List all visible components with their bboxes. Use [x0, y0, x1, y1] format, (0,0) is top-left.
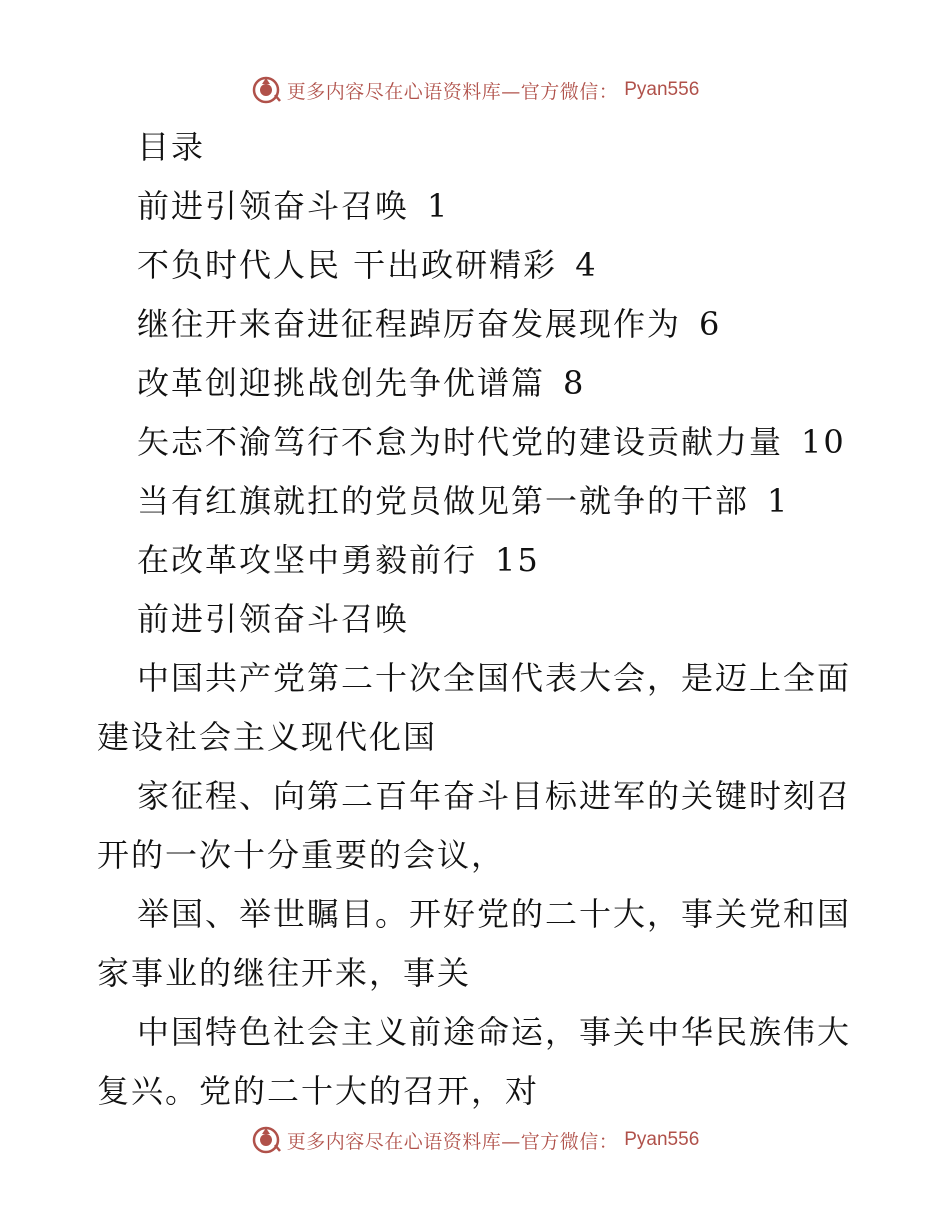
- toc-item[interactable]: [97, 413, 857, 472]
- toc-item-label: 前进引领奋斗召唤: [137, 187, 410, 225]
- toc-item-page: 8: [563, 364, 586, 402]
- toc-item[interactable]: [97, 531, 857, 590]
- paragraph-line: 家事业的继往开来，事关: [97, 954, 472, 992]
- paragraph: [97, 885, 857, 1003]
- header-watermark: [0, 70, 950, 110]
- toc-item-page: 1: [427, 187, 450, 225]
- toc-title: 目录: [137, 128, 206, 166]
- paragraph: [97, 767, 857, 885]
- paragraph: [97, 649, 857, 767]
- paragraph-line: 开的一次十分重要的会议，: [97, 836, 506, 874]
- toc-item-page: 1: [767, 482, 790, 520]
- watermark-text: 更多内容尽在心语资料库—官方微信：: [286, 80, 619, 103]
- section-title: 前进引领奋斗召唤: [137, 600, 410, 638]
- toc-item-page: 4: [575, 246, 598, 284]
- toc-item[interactable]: [97, 472, 857, 531]
- paragraph-line: 家征程、向第二百年奋斗目标进军的关键时刻召: [137, 777, 852, 815]
- paragraph-line: 复兴。党的二十大的召开，对: [97, 1072, 540, 1110]
- paragraph-line: 中国特色社会主义前途命运，事关中华民族伟大: [137, 1013, 852, 1051]
- toc-item[interactable]: [97, 354, 857, 413]
- paragraph-line: 举国、举世瞩目。开好党的二十大，事关党和国: [137, 895, 852, 933]
- toc-item-page: 6: [699, 305, 722, 343]
- toc-item-label: 改革创迎挑战创先争优谱篇: [137, 364, 546, 402]
- toc-item-label: 在改革攻坚中勇毅前行: [137, 541, 478, 579]
- toc-item-page: 10: [801, 423, 846, 461]
- toc-item-page: 15: [495, 541, 540, 579]
- document-body: [97, 118, 857, 1121]
- paragraph-line: 建设社会主义现代化国: [97, 718, 438, 756]
- brand-logo-icon: [251, 75, 281, 105]
- watermark-text: 更多内容尽在心语资料库—官方微信：: [286, 1130, 619, 1153]
- paragraph: [97, 1003, 857, 1121]
- footer-watermark: [0, 1120, 950, 1160]
- paragraph-line: 中国共产党第二十次全国代表大会，是迈上全面: [137, 659, 852, 697]
- toc-item-label: 继往开来奋进征程踔厉奋发展现作为: [137, 305, 682, 343]
- toc-item-label: 矢志不渝笃行不怠为时代党的建设贡献力量: [137, 423, 784, 461]
- toc-item[interactable]: [97, 236, 857, 295]
- toc-item-label: 当有红旗就扛的党员做见第一就争的干部: [137, 482, 750, 520]
- toc-item-label: 不负时代人民 干出政研精彩: [137, 246, 558, 284]
- toc-item[interactable]: [97, 177, 857, 236]
- toc-item[interactable]: [97, 295, 857, 354]
- brand-logo-icon: [251, 1125, 281, 1155]
- watermark-wechat-id: Pyan556: [624, 79, 700, 100]
- watermark-wechat-id: Pyan556: [624, 1129, 700, 1150]
